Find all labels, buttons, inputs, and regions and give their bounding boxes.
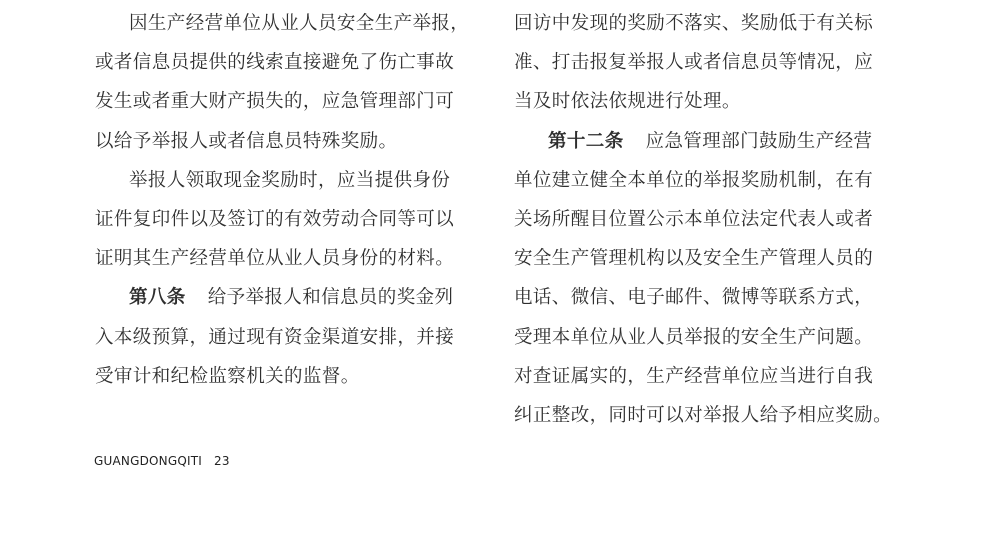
- paragraph: [514, 4, 906, 122]
- text-line: 受审计和纪检监察机关的监督。: [95, 365, 360, 387]
- text-line: 证件复印件以及签订的有效劳动合同等可以: [95, 208, 455, 230]
- text-line: 回访中发现的奖励不落实、奖励低于有关标: [514, 13, 874, 34]
- text-line: 对查证属实的，生产经营单位应当进行自我: [514, 365, 874, 387]
- text-line: [514, 122, 906, 161]
- text-line: 受理本单位从业人员举报的安全生产问题。: [514, 326, 874, 348]
- article-number: 第八条: [129, 287, 186, 309]
- article-paragraph: [514, 122, 906, 436]
- text-line: 电话、微信、电子邮件、微博等联系方式，: [514, 287, 874, 309]
- text-line: 单位建立健全本单位的举报奖励机制，在有: [514, 169, 874, 191]
- text-line: 以给予举报人或者信息员特殊奖励。: [95, 130, 398, 152]
- text-line: 发生或者重大财产损失的，应急管理部门可: [95, 91, 455, 113]
- text-line: 证明其生产经营单位从业人员身份的材料。: [95, 248, 455, 270]
- text-line: [95, 278, 487, 317]
- text-line: 准、打击报复举报人或者信息员等情况，应: [514, 52, 874, 74]
- text-line: 因生产经营单位从业人员安全生产举报，: [129, 13, 470, 34]
- text-segment: 给予举报人和信息员的奖金列: [207, 287, 454, 309]
- article-number: 第十二条: [548, 130, 624, 152]
- right-text-column: [514, 4, 906, 435]
- text-line: 安全生产管理机构以及安全生产管理人员的: [514, 248, 874, 270]
- article-paragraph: [95, 278, 487, 396]
- page-footer: [94, 454, 230, 468]
- paragraph: [95, 4, 487, 161]
- text-line: 关场所醒目位置公示本单位法定代表人或者: [514, 208, 874, 230]
- text-segment: 应急管理部门鼓励生产经营: [645, 130, 873, 152]
- page-number: 23: [213, 454, 230, 468]
- text-line: 或者信息员提供的线索直接避免了伤亡事故: [95, 52, 455, 74]
- left-text-column: [95, 4, 487, 396]
- publication-name: GUANGDONGQITI: [94, 454, 202, 468]
- text-line: 入本级预算，通过现有资金渠道安排，并接: [95, 326, 455, 348]
- text-line: 举报人领取现金奖励时，应当提供身份: [129, 169, 451, 191]
- text-line: 当及时依法依规进行处理。: [514, 91, 741, 113]
- text-line: 纠正整改，同时可以对举报人给予相应奖励。: [514, 404, 893, 426]
- paragraph: [95, 161, 487, 279]
